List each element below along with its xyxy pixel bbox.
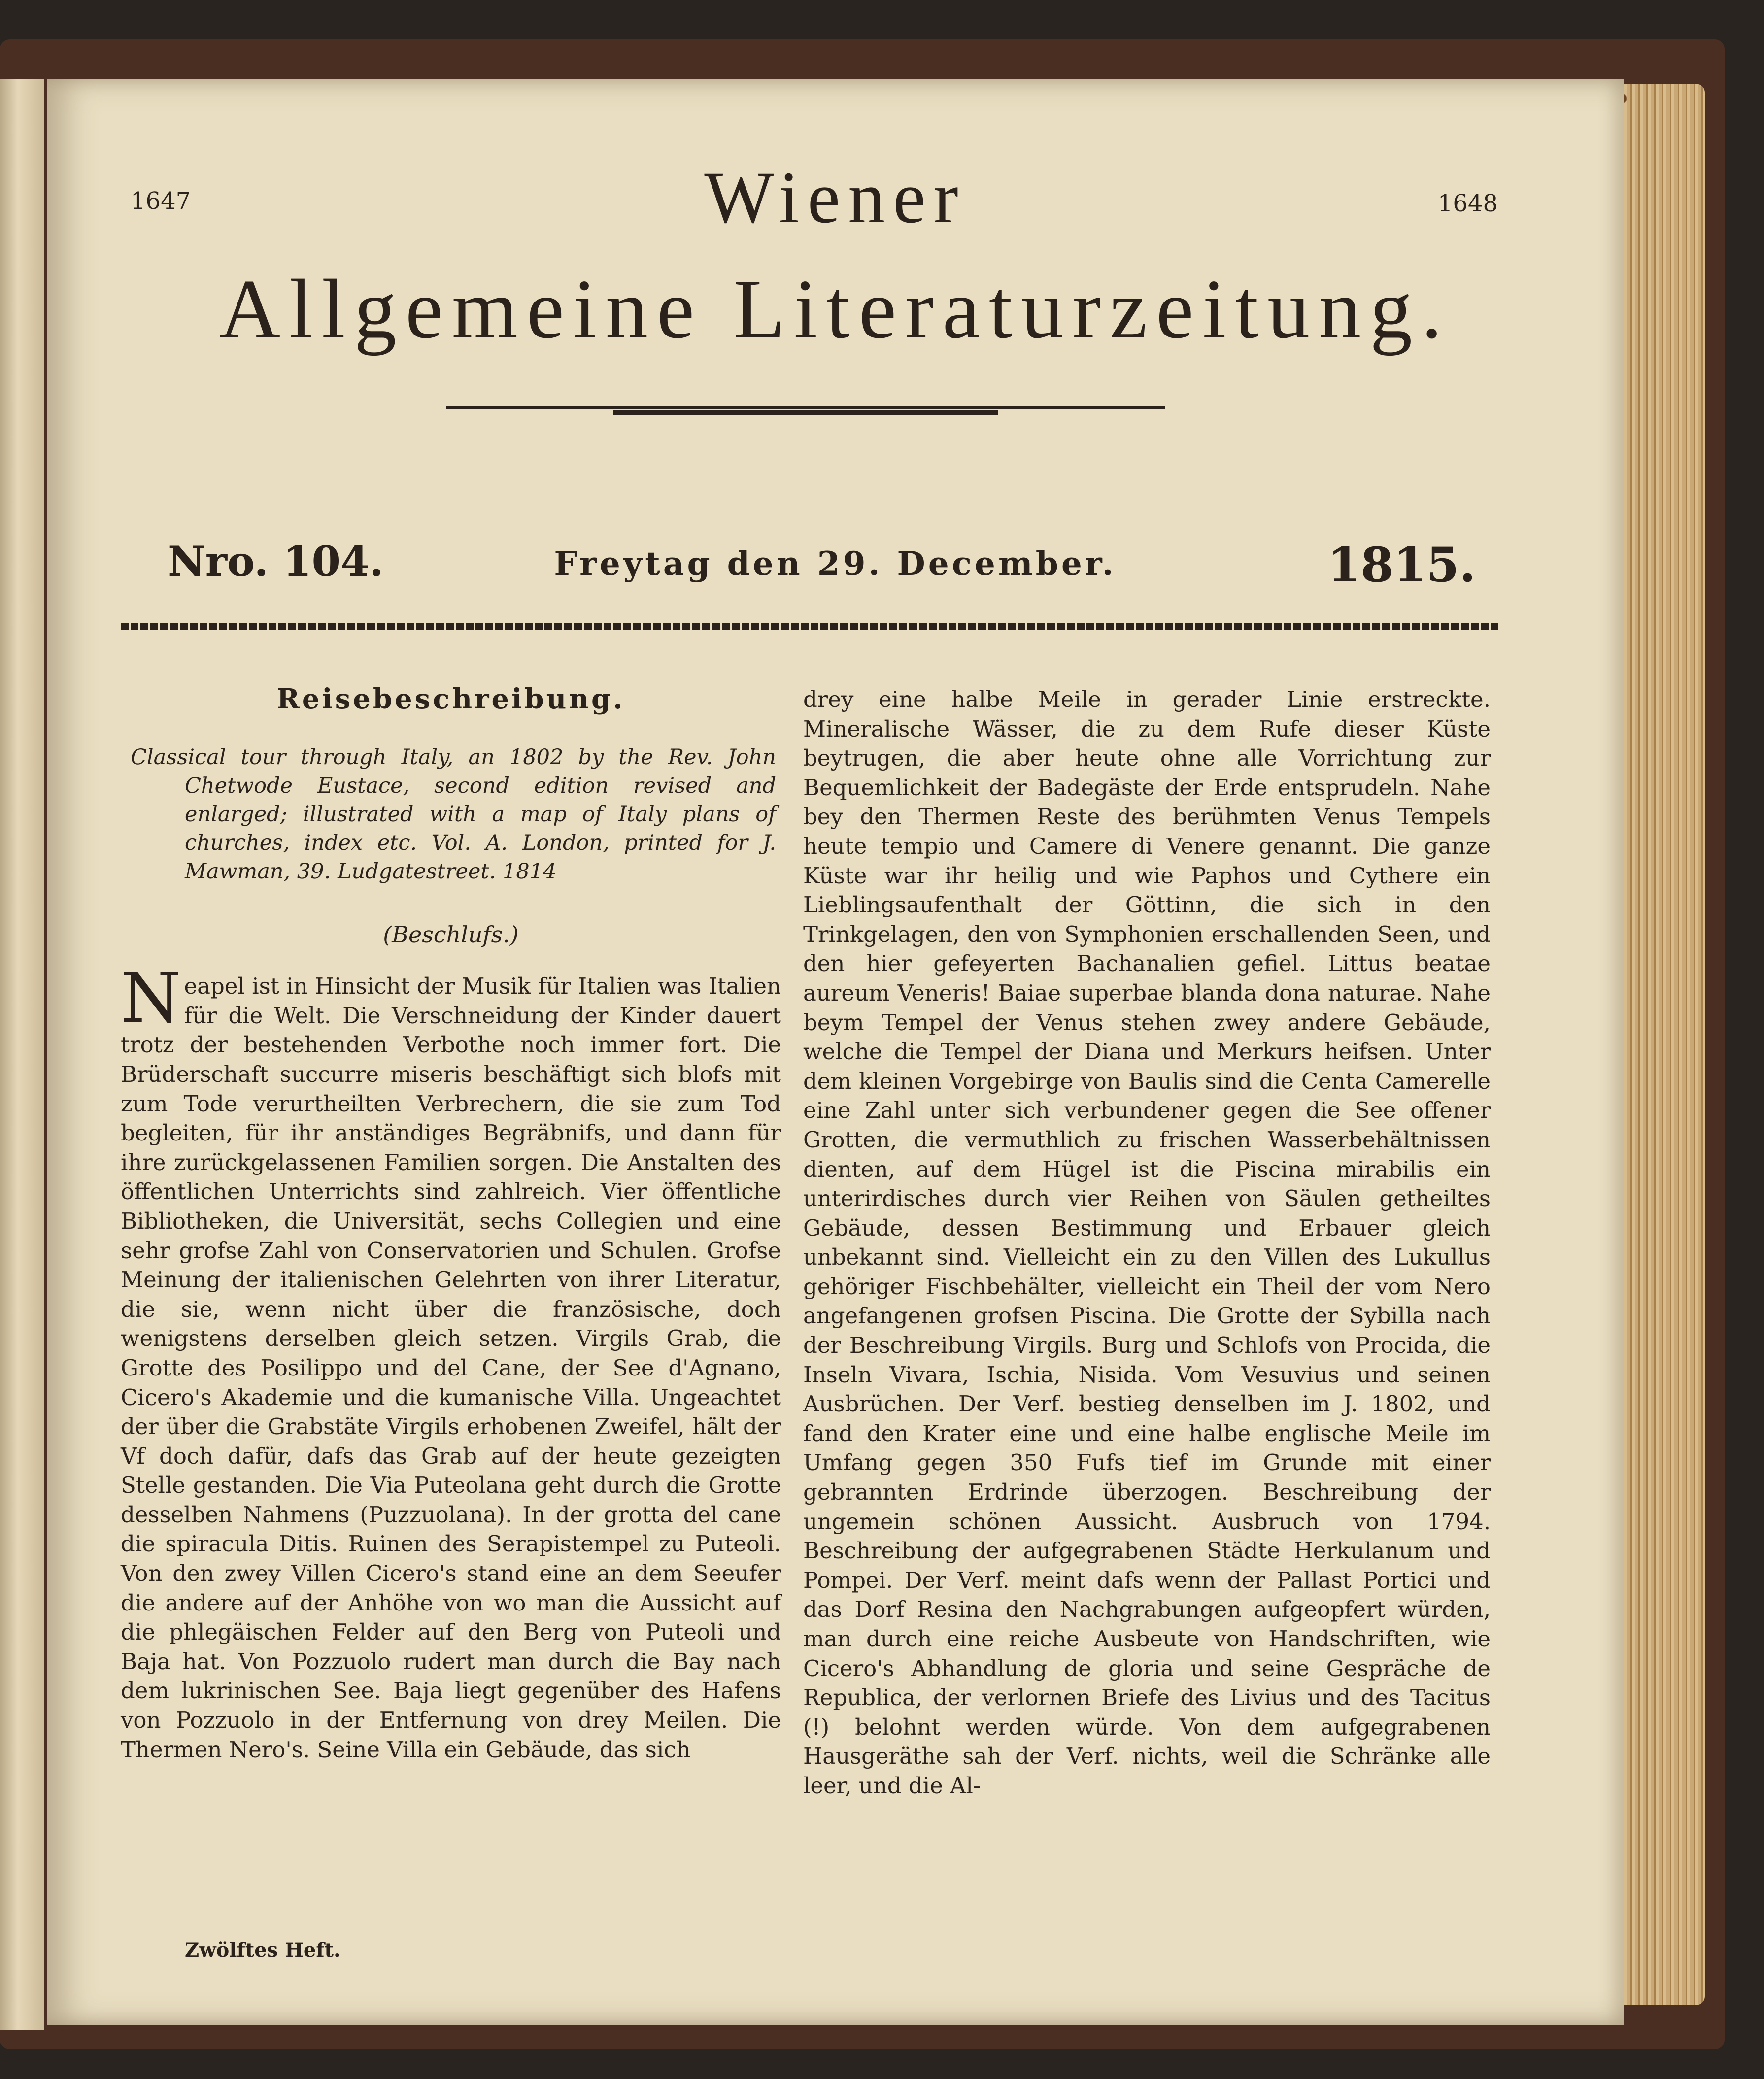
article-body-left <box>121 958 781 1764</box>
page-number-right: 1648 <box>1437 190 1498 217</box>
facing-page-edge <box>0 79 44 2030</box>
bibliographic-entry: Classical tour through Italy, an 1802 by the Rev. John Chetwode Eustace, second edition revised and enlarged; illustrated with a map of Italy plans of churches, index etc. Vol. A. London, printed for J. Mawman, 39. Ludgatestreet. 1814 <box>131 744 776 884</box>
issue-date: Freytag den 29. December. <box>554 544 1117 583</box>
masthead-line2: Allgemeine Literaturzeitung. <box>219 263 1452 356</box>
section-title: Reisebeschreibung. <box>276 683 625 715</box>
issue-year: 1815. <box>1327 537 1476 593</box>
left-column <box>121 685 781 1764</box>
wavy-divider-rule <box>121 623 1500 630</box>
drop-cap: N <box>121 958 181 1039</box>
page-stack-edge <box>1611 84 1705 2005</box>
masthead-rule-ornament <box>613 410 998 415</box>
issue-number: Nro. 104. <box>168 537 384 586</box>
signature-mark: Zwölftes Heft. <box>185 1939 340 1962</box>
article-body-right: drey eine halbe Meile in gerader Linie erstreckte. Mineralische Wässer, die zu dem Rufe dieser Küste beytrugen, die aber heute ohne alle Vorrichtung zur Bequemlichkeit der Badegäste der Erde entsprudeln. Nahe bey den Thermen Reste des berühmten Venus Tempels heute tempio und Camere di Venere genannt. Die ganze Küste war ihr heilig und wie Paphos und Cythere ein Lieblingsaufenthalt der Göttinn, die sich in den Trinkgelagen, den von Symphonien erschallenden Seen, und den hier gefeyerten Bachanalien gefiel. Littus beatae aureum Veneris! Baiae superbae blanda dona naturae. Nahe beym Tempel der Venus stehen zwey andere Gebäude, welche die Tempel der Diana und Merkurs heifsen. Unter dem kleinen Vorgebirge von Baulis sind die Centa Camerelle eine Zahl unter sich verbundener gegen die See offener Grotten, die vermuthlich zu frischen Wasserbehältnissen dienten, auf dem Hügel ist die Piscina mirabilis ein unterirdisches durch vier Reihen von Säulen getheiltes Gebäude, dessen Bestimmung und Erbauer gleich unbekannt sind. Vielleicht ein zu den Villen des Lukullus gehöriger Fischbehälter, vielleicht ein Theil der vom Nero angefangenen grofsen Piscina. Die Grotte der Sybilla nach der Beschreibung Virgils. Burg und Schlofs von Procida, die Inseln Vivara, Ischia, Nisida. Vom Vesuvius und seinen Ausbrüchen. Der Verf. bestieg denselben im J. 1802, und fand den Krater eine und eine halbe englische Meile im Umfang gegen 350 Fufs tief im Grunde mit einer gebrannten Erdrinde überzogen. Beschreibung der ungemein schönen Aussicht. Ausbruch von 1794. Beschreibung der aufgegrabenen Städte Herkulanum und Pompei. Der Verf. meint dafs wenn der Pallast Portici und das Dorf Resina den Nachgrabungen aufgeopfert würden, man durch eine reiche Ausbeute von Handschriften, wie Cicero's Abhandlung de gloria und seine Gespräche de Republica, der verlornen Briefe des Livius und des Tacitus (!) belohnt werden würde. Von dem aufgegrabenen Hausgeräthe sah der Verf. nichts, weil die Schränke alle leer, und die Al- <box>803 686 1491 1799</box>
conclusion-label: (Beschlufs.) <box>383 921 519 948</box>
right-column <box>803 685 1491 1801</box>
left-body-text: eapel ist in Hinsicht der Musik für Italien was Italien für die Welt. Die Verschneidung der Kinder dauert trotz der bestehenden Verbothe noch immer fort. Die Brüderschaft succurre miseris beschäftigt sich blofs mit zum Tode verurtheilten Verbrechern, die sie zum Tod begleiten, für ihr anständiges Begräbnifs, und dann für ihre zurückgelassenen Familien sorgen. Die Anstalten des öffentlichen Unterrichts sind zahlreich. Vier öffentliche Bibliotheken, die Universität, sechs Collegien und eine sehr grofse Zahl von Conservatorien und Schulen. Grofse Meinung der italienischen Gelehrten von ihrer Literatur, die sie, wenn nicht über die französische, doch wenigstens derselben gleich setzen. Virgils Grab, die Grotte des Posilippo und del Cane, der See d'Agnano, Cicero's Akademie und die kumanische Villa. Ungeachtet der über die Grabstäte Virgils erhobenen Zweifel, hält der Vf doch dafür, dafs das Grab auf der heute gezeigten Stelle gestanden. Die Via Puteolana geht durch die Grotte desselben Nahmens (Puzzuolana). In der grotta del cane die spiracula Ditis. Ruinen des Serapistempel zu Puteoli. Von den zwey Villen Cicero's stand eine an dem Seeufer die andere auf der Anhöhe von wo man die Aussicht auf die phlegäischen Felder auf den Berg von Puteoli und Baja hat. Von Pozzuolo rudert man durch die Bay nach dem lukrinischen See. Baja liegt gegenüber des Hafens von Pozzuolo in der Entfernung von drey Meilen. Die Thermen Nero's. Seine Villa ein Gebäude, das sich <box>121 973 781 1763</box>
masthead-line1: Wiener <box>704 157 966 238</box>
page-number-left: 1647 <box>131 187 191 215</box>
newspaper-page <box>47 79 1624 2025</box>
